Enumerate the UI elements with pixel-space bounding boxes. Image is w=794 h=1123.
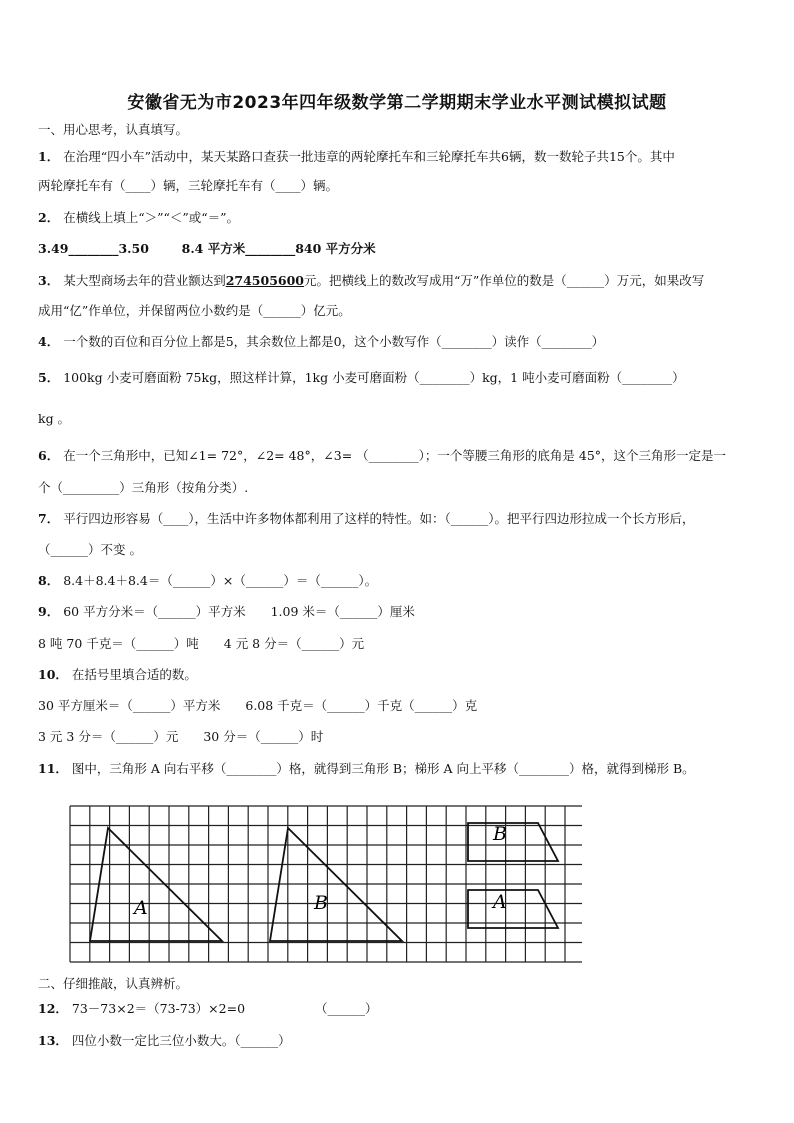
- question-13-text: 四位小数一定比三位小数大。（______）: [71, 1033, 291, 1048]
- question-12-blank: （______）: [315, 1001, 378, 1016]
- question-3-underlined-number: 274505600: [225, 273, 304, 288]
- question-8: [38, 573, 377, 589]
- question-6-line-2: 个（_________）三角形（按角分类）.: [38, 480, 249, 495]
- question-3-line-2: 成用“亿”作单位，并保留两位小数约是（______）亿元。: [38, 303, 351, 318]
- question-5-line-1: [38, 370, 685, 386]
- question-8-text: 8.4＋8.4＋8.4＝（______）×（______）＝（______）。: [63, 573, 378, 588]
- question-3-text-post: 元。把横线上的数改写成用“万”作单位的数是（______）万元，如果改写: [304, 273, 705, 288]
- question-2: [38, 210, 239, 226]
- question-13: [38, 1033, 291, 1049]
- trapezoid-b: [468, 823, 558, 861]
- question-9-text: 60 平方分米＝（______）平方米 1.09 米＝（______）厘米: [63, 604, 415, 619]
- label-trapezoid-a: A: [493, 891, 507, 913]
- question-11-number: 11．: [38, 761, 68, 776]
- compare-a-blank: ________: [68, 241, 119, 256]
- question-6-line-1: [38, 448, 726, 464]
- question-2-text: 在横线上填上“＞”“＜”或“＝”。: [63, 210, 240, 225]
- question-5-text: 100kg 小麦可磨面粉 75kg，照这样计算，1kg 小麦可磨面粉（________）kg，1 吨小麦可磨面粉（________）: [63, 370, 685, 385]
- question-8-number: 8．: [38, 573, 60, 588]
- question-10-text: 在括号里填合适的数。: [71, 667, 197, 682]
- question-11: [38, 761, 695, 777]
- question-7-text: 平行四边形容易（____），生活中许多物体都利用了这样的特性。如：（______）。把平行四边形拉成一个长方形后，: [63, 511, 695, 526]
- question-3-line-1: [38, 273, 704, 289]
- question-4-number: 4．: [38, 334, 60, 349]
- question-2-number: 2．: [38, 210, 60, 225]
- question-12: [38, 1001, 378, 1017]
- question-1-number: 1．: [38, 149, 60, 164]
- question-7-line-2: （______）不变 。: [38, 542, 142, 557]
- question-11-text: 图中，三角形 A 向右平移（________）格，就得到三角形 B；梯形 A 向上平移（________）格，就得到梯形 B。: [71, 761, 695, 776]
- label-trapezoid-b: B: [493, 823, 507, 845]
- question-12-number: 12．: [38, 1001, 68, 1016]
- question-3-number: 3．: [38, 273, 60, 288]
- compare-a-right: 3.50: [118, 241, 149, 256]
- question-10: [38, 667, 197, 683]
- question-9-line-2: 8 吨 70 千克＝（______）吨 4 元 8 分＝（______）元: [38, 636, 365, 651]
- label-triangle-b: B: [314, 892, 328, 914]
- question-10-line-2: 3 元 3 分＝（______）元 30 分＝（______）时: [38, 729, 324, 744]
- trapezoid-a: [468, 890, 558, 928]
- question-3-text-pre: 某大型商场去年的营业额达到: [63, 273, 226, 288]
- section-2-heading: 二、仔细推敲，认真辨析。: [38, 976, 189, 991]
- compare-b-left: 8.4 平方米: [181, 241, 246, 256]
- question-2-comparisons: [38, 241, 376, 257]
- question-6-number: 6．: [38, 448, 60, 463]
- page-title: 安徽省无为市2023年四年级数学第二学期期末学业水平测试模拟试题: [127, 93, 667, 113]
- section-1-heading: 一、用心思考，认真填写。: [38, 122, 189, 137]
- question-4-text: 一个数的百位和百分位上都是5，其余数位上都是0，这个小数写作（________）读作（________）: [63, 334, 605, 349]
- compare-b-blank: ________: [245, 241, 296, 256]
- question-9-line-1: [38, 604, 415, 620]
- translation-grid-figure: [62, 801, 582, 964]
- compare-b-right: 840 平方分米: [295, 241, 376, 256]
- question-6-text: 在一个三角形中，已知∠1= 72°，∠2= 48°，∠3= （________）；一个等腰三角形的底角是 45°，这个三角形一定是一: [63, 448, 727, 463]
- question-9-number: 9．: [38, 604, 60, 619]
- question-1-line-1: [38, 149, 675, 165]
- question-5-line-2: kg 。: [38, 411, 71, 426]
- question-1-line-2: 两轮摩托车有（____）辆，三轮摩托车有（____）辆。: [38, 178, 339, 193]
- question-7-line-1: [38, 511, 694, 527]
- compare-a-left: 3.49: [38, 241, 69, 256]
- question-10-number: 10．: [38, 667, 68, 682]
- question-4: [38, 334, 604, 350]
- question-7-number: 7．: [38, 511, 60, 526]
- question-1-text: 在治理“四小车”活动中，某天某路口查获一批违章的两轮摩托车和三轮摩托车共6辆，数一数轮子共15个。其中: [63, 149, 675, 164]
- label-triangle-a: A: [134, 897, 148, 919]
- question-12-text: 73－73×2＝（73-73）×2=0: [71, 1001, 246, 1016]
- question-5-number: 5．: [38, 370, 60, 385]
- question-10-line-1: 30 平方厘米＝（______）平方米 6.08 千克＝（______）千克（______）克: [38, 698, 478, 713]
- question-13-number: 13．: [38, 1033, 68, 1048]
